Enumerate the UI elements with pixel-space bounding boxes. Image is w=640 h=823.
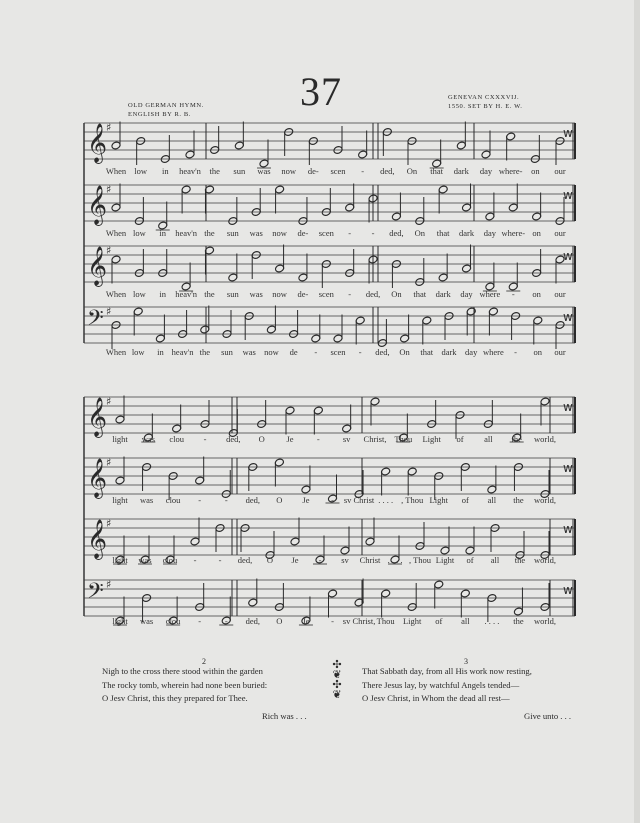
- lyric-syllable: world,: [534, 555, 556, 565]
- lyric-syllable: where: [479, 289, 501, 299]
- lyric-syllable: -: [193, 555, 197, 565]
- lyric-syllable: heav'n: [175, 228, 198, 238]
- lyric-syllable: was: [138, 555, 152, 565]
- lyric-syllable: world,: [534, 434, 556, 444]
- lyric-syllable: When: [105, 166, 127, 176]
- lyric-syllable: day: [483, 228, 497, 238]
- verse-line: The rocky tomb, wherein had none been buried:: [102, 679, 268, 690]
- lyric-syllable: heav'n: [179, 166, 201, 176]
- lyric-syllable: the: [204, 228, 215, 238]
- lyric-syllable: clou: [169, 434, 184, 444]
- lyric-syllable: in: [159, 289, 167, 299]
- custos-icon: w: [563, 461, 573, 475]
- lyric-syllable: When: [105, 347, 127, 357]
- lyric-syllable: was: [139, 616, 154, 626]
- lyric-syllable: of: [435, 616, 443, 626]
- lyric-syllable: ded,: [375, 347, 390, 357]
- lyric-syllable: the: [204, 289, 215, 299]
- lyric-syllable: -: [511, 289, 515, 299]
- lyric-syllable: ded,: [365, 289, 381, 299]
- sharp-icon: ♯: [106, 183, 112, 196]
- lyric-syllable: sv: [342, 434, 351, 444]
- lyric-syllable: Je: [302, 616, 310, 626]
- lyric-syllable: now: [281, 166, 296, 176]
- lyric-syllable: in: [162, 166, 169, 176]
- lyric-syllable: dark: [441, 347, 457, 357]
- lyric-syllable: -: [348, 228, 352, 238]
- verse-line: There Jesus lay, by watchful Angels tended—: [362, 679, 520, 690]
- lyric-syllable: . . . .: [387, 555, 403, 565]
- lyric-syllable: day: [465, 347, 478, 357]
- lyric-syllable: on: [532, 289, 541, 299]
- lyric-syllable: low: [134, 166, 148, 176]
- lyric-syllable: de: [289, 347, 298, 357]
- treble-clef-icon: 𝄞: [87, 519, 108, 559]
- lyric-syllable: sun: [221, 347, 233, 357]
- sharp-icon: ♯: [106, 578, 112, 591]
- lyric-syllable: of: [456, 434, 464, 444]
- lyric-syllable: was: [249, 289, 263, 299]
- lyric-syllable: light: [112, 555, 128, 565]
- lyric-syllable: Je: [286, 434, 294, 444]
- lyric-syllable: . . . .: [378, 495, 394, 505]
- lyric-syllable: on: [532, 228, 541, 238]
- lyric-syllable: of: [461, 495, 469, 505]
- lyric-syllable: Thou: [376, 616, 395, 626]
- lyric-syllable: dark: [458, 228, 475, 238]
- lyric-syllable: , Thou: [401, 495, 424, 505]
- lyric-syllable: was: [242, 347, 256, 357]
- sharp-icon: ♯: [106, 121, 112, 134]
- lyric-syllable: -: [318, 555, 322, 565]
- lyric-syllable: When: [105, 228, 127, 238]
- lyric-syllable: Christ: [359, 555, 381, 565]
- lyric-syllable: all: [461, 616, 470, 626]
- lyric-syllable: was: [257, 166, 271, 176]
- lyric-syllable: -: [218, 555, 222, 565]
- lyric-syllable: sun: [233, 166, 246, 176]
- lyric-syllable: Light: [422, 434, 441, 444]
- lyric-syllable: was: [141, 434, 155, 444]
- lyric-syllable: now: [264, 347, 279, 357]
- lyric-syllable: our: [554, 347, 566, 357]
- lyric-syllable: dark: [435, 289, 451, 299]
- lyric-syllable: -: [358, 347, 362, 357]
- treble-clef-icon: 𝄞: [87, 397, 108, 437]
- custos-icon: w: [563, 188, 573, 202]
- lyric-syllable: low: [132, 228, 146, 238]
- lyric-syllable: On: [406, 166, 418, 176]
- lyric-syllable: on: [533, 347, 543, 357]
- lyric-syllable: . . . .: [484, 616, 500, 626]
- lyric-syllable: the: [514, 555, 526, 565]
- lyric-syllable: day: [479, 166, 493, 176]
- treble-clef-icon: 𝄞: [87, 185, 108, 225]
- lyric-syllable: all: [487, 495, 497, 505]
- verse-3: [362, 665, 532, 706]
- lyric-syllable: that: [420, 347, 434, 357]
- lyric-syllable: of: [466, 555, 474, 565]
- source-line: OLD GERMAN HYMN.: [128, 102, 204, 109]
- verse-continuation: Rich was . . .: [262, 711, 307, 721]
- verse-line: O Jesv Christ, in Whom the dead all rest—: [362, 693, 510, 703]
- lyric-syllable: that: [436, 228, 450, 238]
- sharp-icon: ♯: [106, 395, 112, 408]
- lyric-syllable: When: [105, 289, 127, 299]
- lyric-syllable: sun: [226, 228, 239, 238]
- lyric-syllable: now: [272, 289, 287, 299]
- sharp-icon: ♯: [106, 517, 112, 530]
- source-line: GENEVAN CXXXVIJ.: [448, 94, 520, 101]
- lyric-syllable: our: [554, 166, 566, 176]
- lyric-syllable: the: [199, 347, 210, 357]
- lyric-syllable: de-: [307, 166, 319, 176]
- bass-clef-icon: 𝄢: [87, 306, 104, 336]
- lyric-syllable: in: [159, 228, 167, 238]
- lyric-syllable: ded,: [226, 434, 241, 444]
- lyric-syllable: -: [331, 616, 334, 626]
- verse-continuation: Give unto . . .: [524, 711, 572, 721]
- lyric-syllable: O: [276, 495, 283, 505]
- verse-line: Nigh to the cross there stood within the garden: [102, 666, 263, 676]
- lyric-syllable: clou: [165, 495, 181, 505]
- lyric-syllable: dark: [453, 166, 469, 176]
- lyric-syllable: day: [460, 289, 473, 299]
- lyric-syllable: -: [514, 347, 518, 357]
- lyric-syllable: was: [249, 228, 263, 238]
- lyric-syllable: -: [316, 434, 320, 444]
- lyric-syllable: -: [198, 616, 202, 626]
- lyric-syllable: that: [413, 289, 427, 299]
- lyric-syllable: our: [554, 289, 566, 299]
- lyric-syllable: On: [391, 289, 402, 299]
- sharp-icon: ♯: [106, 456, 112, 469]
- lyric-syllable: light: [112, 616, 128, 626]
- verse-2: [102, 665, 267, 706]
- lyric-syllable: heav'n: [171, 347, 194, 357]
- lyric-syllable: scen: [318, 289, 334, 299]
- lyric-syllable: O: [258, 434, 265, 444]
- source-line: ENGLISH BY R. B.: [128, 111, 191, 118]
- lyric-syllable: all: [484, 434, 493, 444]
- custos-icon: w: [563, 583, 573, 597]
- source-line: 1550. SET BY H. E. W.: [448, 103, 523, 110]
- custos-icon: w: [563, 522, 573, 536]
- lyric-syllable: light: [112, 495, 128, 505]
- lyric-syllable: scen: [330, 347, 346, 357]
- treble-clef-icon: 𝄞: [87, 246, 108, 286]
- lyric-syllable: ded,: [245, 616, 261, 626]
- lyric-syllable: Je: [291, 555, 299, 565]
- lyric-syllable: light: [112, 434, 128, 444]
- lyric-syllable: Light: [435, 555, 455, 565]
- lyric-syllable: O: [266, 555, 274, 565]
- lyric-syllable: world,: [534, 495, 556, 505]
- lyric-syllable: On: [399, 347, 410, 357]
- ornament-divider: ✣ ❦ ✣ ❦: [332, 659, 342, 701]
- lyric-syllable: ded,: [389, 228, 404, 238]
- lyric-syllable: -: [348, 289, 352, 299]
- lyric-syllable: that: [430, 166, 444, 176]
- custos-icon: w: [563, 400, 573, 414]
- lyric-syllable: all: [490, 555, 500, 565]
- lyric-syllable: on: [531, 166, 540, 176]
- sharp-icon: ♯: [106, 305, 112, 318]
- lyric-syllable: our: [554, 228, 566, 238]
- lyric-syllable: now: [272, 228, 287, 238]
- lyric-syllable: Christ,: [363, 434, 387, 444]
- lyric-syllable: clou: [165, 616, 181, 626]
- verse-line: That Sabbath day, from all His work now resting,: [362, 666, 532, 676]
- hymn-number: 37: [300, 69, 342, 114]
- treble-clef-icon: 𝄞: [87, 458, 108, 498]
- lyric-syllable: -: [371, 228, 375, 238]
- lyric-syllable: ded,: [380, 166, 395, 176]
- lyric-syllable: sun: [226, 289, 239, 299]
- verse-line: O Jesv Christ, this they prepared for Thee.: [102, 693, 248, 703]
- lyric-syllable: , Thou: [408, 555, 432, 565]
- lyric-syllable: Light: [402, 616, 422, 626]
- lyric-syllable: where-: [501, 228, 526, 238]
- treble-clef-icon: 𝄞: [87, 123, 108, 163]
- lyric-syllable: -: [224, 495, 228, 505]
- lyric-syllable: where: [483, 347, 504, 357]
- lyric-syllable: Light: [429, 495, 448, 505]
- lyric-syllable: the: [513, 495, 524, 505]
- lyric-syllable: the: [209, 166, 220, 176]
- lyric-syllable: low: [131, 347, 145, 357]
- lyric-syllable: sv Christ,: [342, 616, 376, 626]
- lyric-syllable: On: [414, 228, 425, 238]
- custos-icon: w: [563, 126, 573, 140]
- bass-clef-icon: 𝄢: [87, 579, 104, 609]
- lyric-syllable: scen: [330, 166, 346, 176]
- lyric-syllable: -: [224, 616, 228, 626]
- lyric-syllable: heav'n: [175, 289, 198, 299]
- lyric-syllable: -: [203, 434, 207, 444]
- lyric-syllable: de-: [297, 289, 309, 299]
- lyric-syllable: -: [198, 495, 202, 505]
- lyric-syllable: was: [139, 495, 154, 505]
- verse-number: 3: [464, 657, 468, 666]
- lyric-syllable: low: [132, 289, 146, 299]
- lyric-syllable: de-: [297, 228, 309, 238]
- lyric-syllable: sv: [341, 555, 349, 565]
- lyric-syllable: sv Christ: [343, 495, 375, 505]
- lyric-syllable: ded,: [245, 495, 261, 505]
- lyric-syllable: -: [331, 495, 334, 505]
- lyric-syllable: -: [361, 166, 365, 176]
- lyric-syllable: clou: [162, 555, 178, 565]
- lyric-syllable: O: [276, 616, 283, 626]
- lyric-syllable: world,: [534, 616, 556, 626]
- lyric-syllable: Thou: [394, 434, 413, 444]
- lyric-syllable: scen: [318, 228, 334, 238]
- lyric-syllable: -: [314, 347, 318, 357]
- custos-icon: w: [563, 249, 573, 263]
- verse-number: 2: [202, 657, 206, 666]
- lyric-syllable: where-: [498, 166, 523, 176]
- custos-icon: w: [563, 310, 573, 324]
- lyric-syllable: the: [513, 616, 524, 626]
- lyric-syllable: the: [511, 434, 522, 444]
- lyric-syllable: in: [157, 347, 164, 357]
- lyric-syllable: Je: [302, 495, 310, 505]
- sharp-icon: ♯: [106, 244, 112, 257]
- lyric-syllable: ded,: [237, 555, 253, 565]
